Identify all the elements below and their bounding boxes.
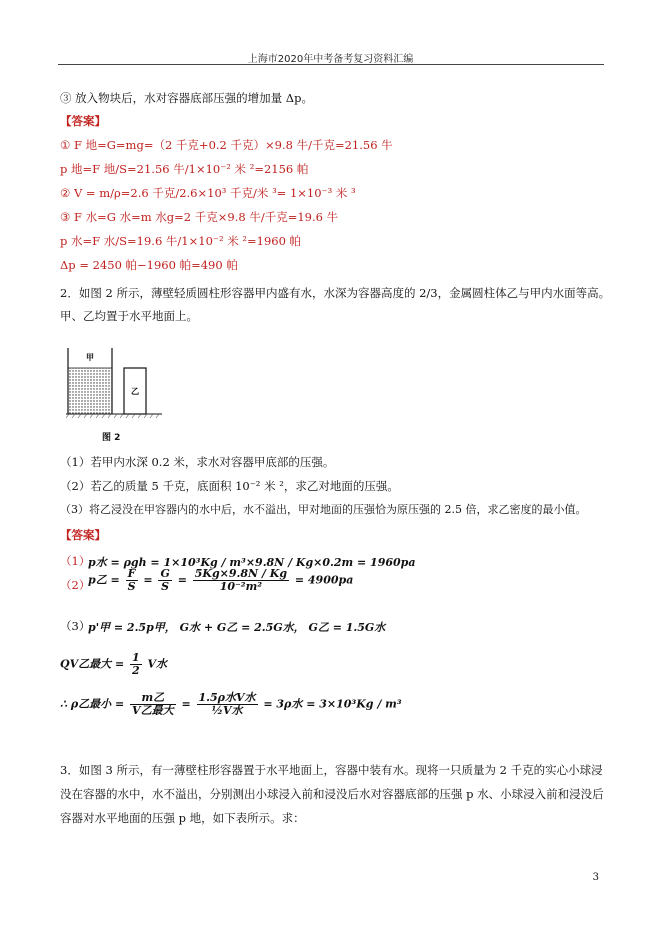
label-yi: 乙 — [131, 387, 139, 396]
answer-line-3: ② V = m/ρ=2.6 千克/2.6×10³ 千克/米 ³= 1×10⁻³ 米 ³ — [60, 186, 356, 200]
s2-result: = 4900pa — [294, 573, 354, 587]
header-rule — [58, 64, 604, 65]
answer-line-4: ③ F 水=G 水=m 水g=2 千克×9.8 牛/千克=19.6 牛 — [60, 210, 339, 224]
answer-line-2: p 地=F 地/S=21.56 牛/1×10⁻² 米 ²=2156 帕 — [60, 162, 309, 176]
solution-4-formula: QV乙最大 = $\frac{1}{2}$ V水 — [60, 651, 168, 677]
s2-frac-values: $\frac{5Kg\times 9.8N / Kg}{\text{10⁻²m²}}$ — [194, 567, 288, 593]
solution-3-label: （3） — [60, 619, 91, 633]
s2-lhs: p乙 = — [88, 573, 120, 587]
answer-tag-2: 【答案】 — [60, 528, 106, 542]
s2-frac-f-s: $\frac{F}{S}$ — [127, 567, 136, 593]
page-header: 上海市2020年中考备考复习资料汇编 — [247, 54, 414, 65]
answer-line-6: Δp = 2450 帕−1960 帕=490 帕 — [60, 258, 238, 272]
solution-2-label: （2） — [60, 578, 91, 592]
problem-3-line-2: 没在容器的水中，水不溢出，分别测出小球浸入前和浸没后水对容器底部的压强 p 水、小球浸入前和浸没后 — [60, 787, 604, 801]
answer-line-5: p 水=F 水/S=19.6 牛/1×10⁻² 米 ²=1960 帕 — [60, 234, 302, 248]
problem-2-stem-1: 2．如图 2 所示，薄壁轻质圆柱形容器甲内盛有水，水深为容器高度的 2/3，金属圆柱体乙与甲内水面等高。 — [60, 286, 611, 300]
problem-2-stem-2: 甲、乙均置于水平地面上。 — [60, 309, 198, 323]
problem-3-line-3: 容器对水平地面的压强 p 地，如下表所示。求： — [60, 811, 305, 825]
problem-2-q2: （2）若乙的质量 5 千克，底面积 10⁻² 米 ²，求乙对地面的压强。 — [60, 479, 399, 493]
solution-3-formula: p'甲 = 2.5p甲， G水 + G乙 = 2.5G水， G乙 = 1.5G水 — [88, 621, 386, 634]
solution-2-formula: p乙 = $\frac{F}{S}$ = $\frac{G}{S}$ = $\frac{5Kg\times 9.8N / Kg}{\text{10⁻²m²}}$ = 4900pa — [88, 567, 354, 593]
answer-tag: 【答案】 — [60, 114, 106, 128]
question-3-text: ③ 放入物块后，水对容器底部压强的增加量 Δp。 — [60, 91, 313, 105]
page-number: 3 — [592, 872, 599, 883]
solution-1-label: （1） — [60, 554, 91, 568]
figure-2-caption: 图 2 — [102, 433, 121, 443]
figure-2-diagram — [66, 346, 162, 426]
problem-2-q1: （1）若甲内水深 0.2 米，求水对容器甲底部的压强。 — [60, 455, 335, 469]
solution-1-formula: p水 = ρgh = 1×10³Kg / m³×9.8N / Kg×0.2m = 1960pa — [88, 556, 416, 569]
problem-3-line-1: 3．如图 3 所示，有一薄壁柱形容器置于水平地面上，容器中装有水。现将一只质量为 2 千克的实心小球浸 — [60, 763, 603, 777]
water-fill — [68, 368, 112, 414]
problem-2-q3: （3）将乙浸没在甲容器内的水中后，水不溢出，甲对地面的压强恰为原压强的 2.5 倍，求乙密度的最小值。 — [60, 503, 587, 516]
s2-frac-g-s: $\frac{G}{S}$ — [160, 567, 170, 593]
label-jia: 甲 — [86, 353, 94, 362]
answer-line-1: ① F 地=G=mg=（2 千克+0.2 千克）×9.8 牛/千克=21.56 牛 — [60, 138, 393, 152]
solution-5-formula: ∴ ρ乙最小 = $\frac{\text{m乙}}{\text{V乙最大}}$ = $\frac{\text{1.5ρ水V水}}{\text{½V水}}$ = 3ρ水 = 3×10³Kg / m³ — [60, 691, 402, 717]
